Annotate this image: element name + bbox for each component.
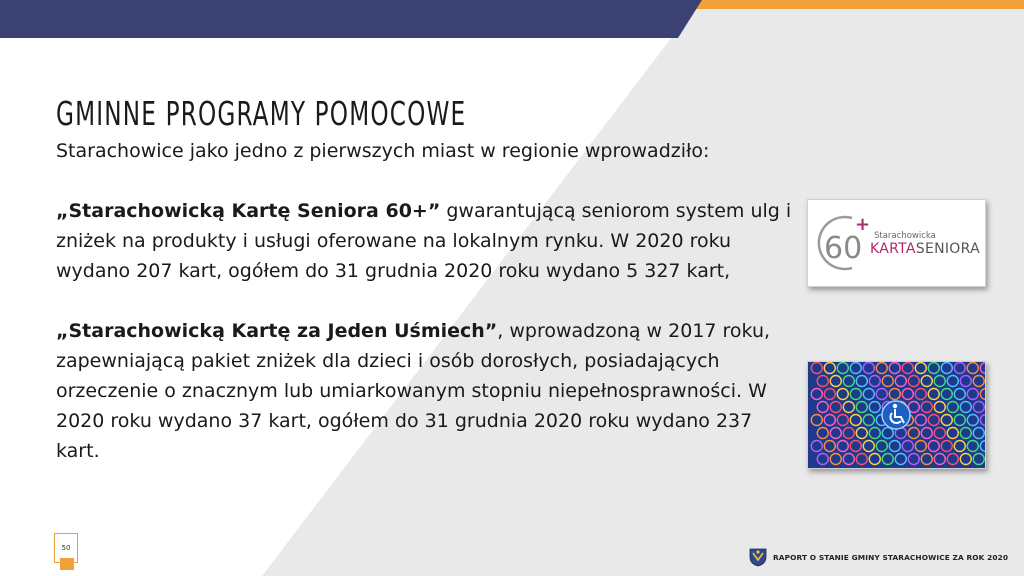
senior-card-name: „Starachowicką Kartę Seniora 60+” xyxy=(56,200,441,222)
logo-number-60: 60 xyxy=(824,231,863,266)
logo-karta: KARTA xyxy=(870,241,916,257)
coat-of-arms-icon xyxy=(748,547,768,567)
smile-card-image xyxy=(807,361,986,469)
svg-text:KARTASENIORA xyxy=(870,241,980,257)
senior-card-description: gwarantującą seniorom system ulg i zniżek na produkty i usługi oferowane na lokalnym rynku. W 2020 roku wydano 207 kart, ogółem do 31 grudnia 2020 roku wydano 5 327 kart, xyxy=(56,200,792,282)
smile-card-paragraph xyxy=(56,316,796,466)
page-title: GMINNE PROGRAMY POMOCOWE xyxy=(56,94,467,133)
page-number: 50 xyxy=(54,533,78,563)
senior-card-logo xyxy=(807,199,986,287)
content-body xyxy=(56,136,796,466)
senior-card-paragraph xyxy=(56,196,796,286)
navy-top-band xyxy=(0,0,702,38)
footer xyxy=(748,547,1008,567)
logo-city: Starachowicka xyxy=(874,231,936,241)
intro-text: Starachowice jako jedno z pierwszych miast w regionie wprowadziło: xyxy=(56,140,710,162)
logo-seniora: SENIORA xyxy=(915,241,980,257)
footer-text: RAPORT O STANIE GMINY STARACHOWICE ZA ROK 2020 xyxy=(773,552,1009,562)
wheelchair-icon xyxy=(882,401,910,429)
page-number-accent xyxy=(60,558,74,570)
logo-plus: + xyxy=(855,214,871,235)
smile-card-description: , wprowadzoną w 2017 roku, zapewniającą pakiet zniżek dla dzieci i osób dorosłych, posiadających orzeczenie o znacznym lub umiarkowanym stopniu niepełnosprawności. W 2020 roku wydano 37 kart, ogółem do 31 grudnia 2020 roku wydano 237 kart. xyxy=(56,320,771,462)
smile-card-name: „Starachowicką Kartę za Jeden Uśmiech” xyxy=(56,320,498,342)
